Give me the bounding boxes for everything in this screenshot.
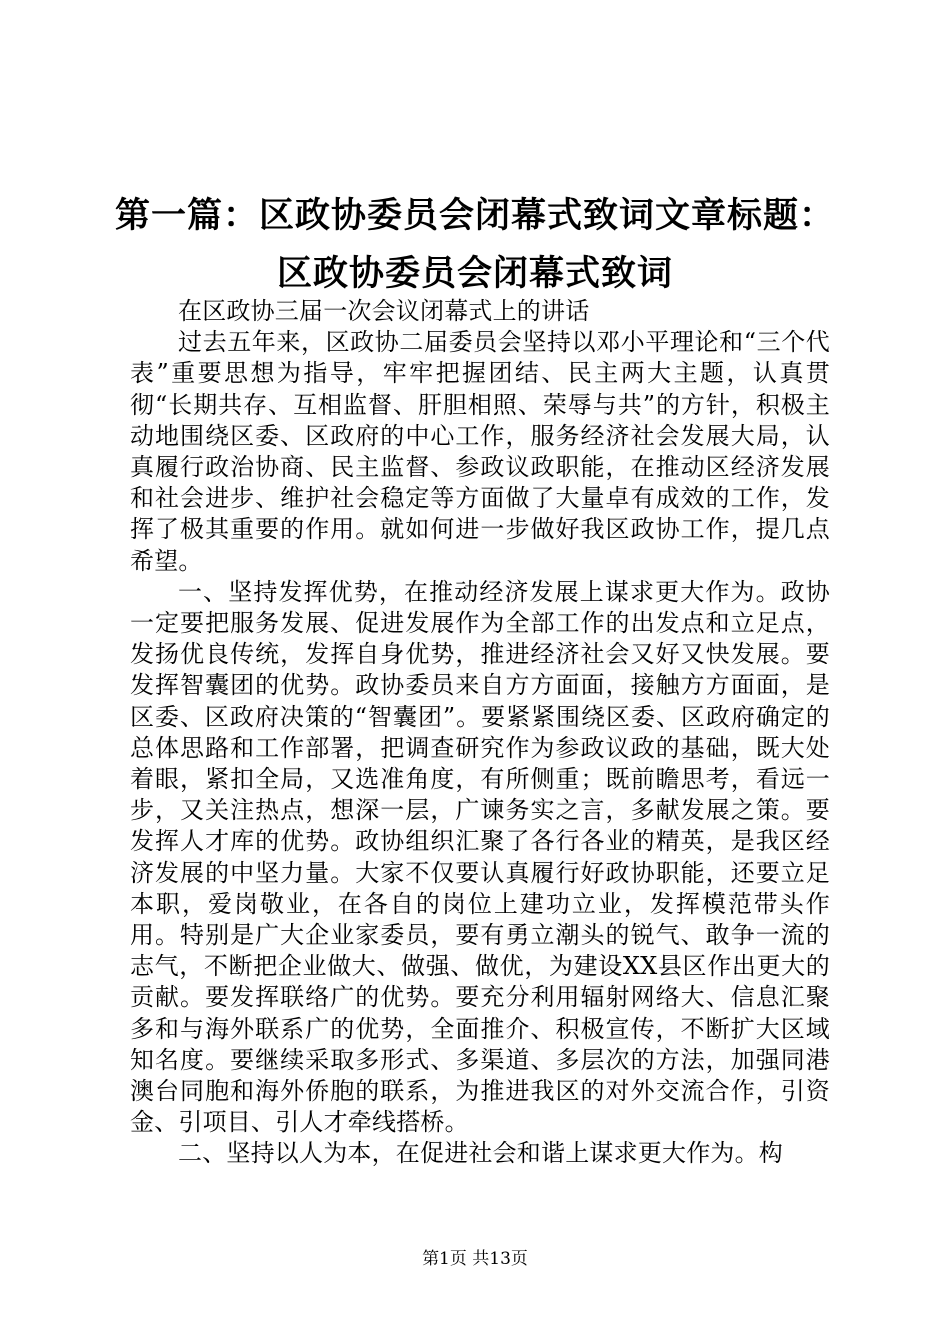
- document-body: [130, 296, 830, 1170]
- paragraph-section-2: 二、坚持以人为本，在促进社会和谐上谋求更大作为。构: [178, 1139, 783, 1168]
- paragraph-subtitle: 在区政协三届一次会议闭幕式上的讲话: [178, 297, 590, 325]
- paragraph-section-1: 一、坚持发挥优势，在推动经济发展上谋求更大作为。政协一定要把服务发展、促进发展作为全部工作的出发点和立足点，发扬优良传统，发挥自身优势，推进经济社会又好又快发展。要发挥智囊团的优势。政协委员来自方方面面，接触方方面面，是区委、区政府决策的“智囊团”。要紧紧围绕区委、区政府确定的总体思路和工作部署，把调查研究作为参政议政的基础，既大处着眼，紧扣全局，又选准角度，有所侧重；既前瞻思考，看远一步，又关注热点，想深一层，广谏务实之言，多献发展之策。要发挥人才库的优势。政协组织汇聚了各行各业的精英，是我区经济发展的中坚力量。大家不仅要认真履行好政协职能，还要立足本职，爱岗敬业，在各自的岗位上建功立业，发挥模范带头作用。特别是广大企业家委员，要有勇立潮头的锐气、敢争一流的志气，不断把企业做大、做强、做优，为建设XX县区作出更大的贡献。要发挥联络广的优势。要充分利用辐射网络大、信息汇聚多和与海外联系广的优势，全面推介、积极宣传，不断扩大区域知名度。要继续采取多形式、多渠道、多层次的方法，加强同港澳台同胞和海外侨胞的联系，为推进我区的对外交流合作，引资金、引项目、引人才牵线搭桥。: [130, 577, 830, 1137]
- page-number-footer: 第1页 共13页: [422, 1249, 528, 1269]
- document-title-line-2: 区政协委员会闭幕式致词: [276, 253, 673, 294]
- document-title-line-1: 第一篇：区政协委员会闭幕式致词文章标题：: [114, 195, 835, 236]
- paragraph-intro: 过去五年来，区政协二届委员会坚持以邓小平理论和“三个代表”重要思想为指导，牢牢把握团结、民主两大主题，认真贯彻“长期共存、互相监督、肝胆相照、荣辱与共”的方针，积极主动地围绕区委、区政府的中心工作，服务经济社会发展大局，认真履行政治协商、民主监督、参政议政职能，在推动区经济发展和社会进步、维护社会稳定等方面做了大量卓有成效的工作，发挥了极其重要的作用。就如何进一步做好我区政协工作，提几点希望。: [130, 328, 830, 575]
